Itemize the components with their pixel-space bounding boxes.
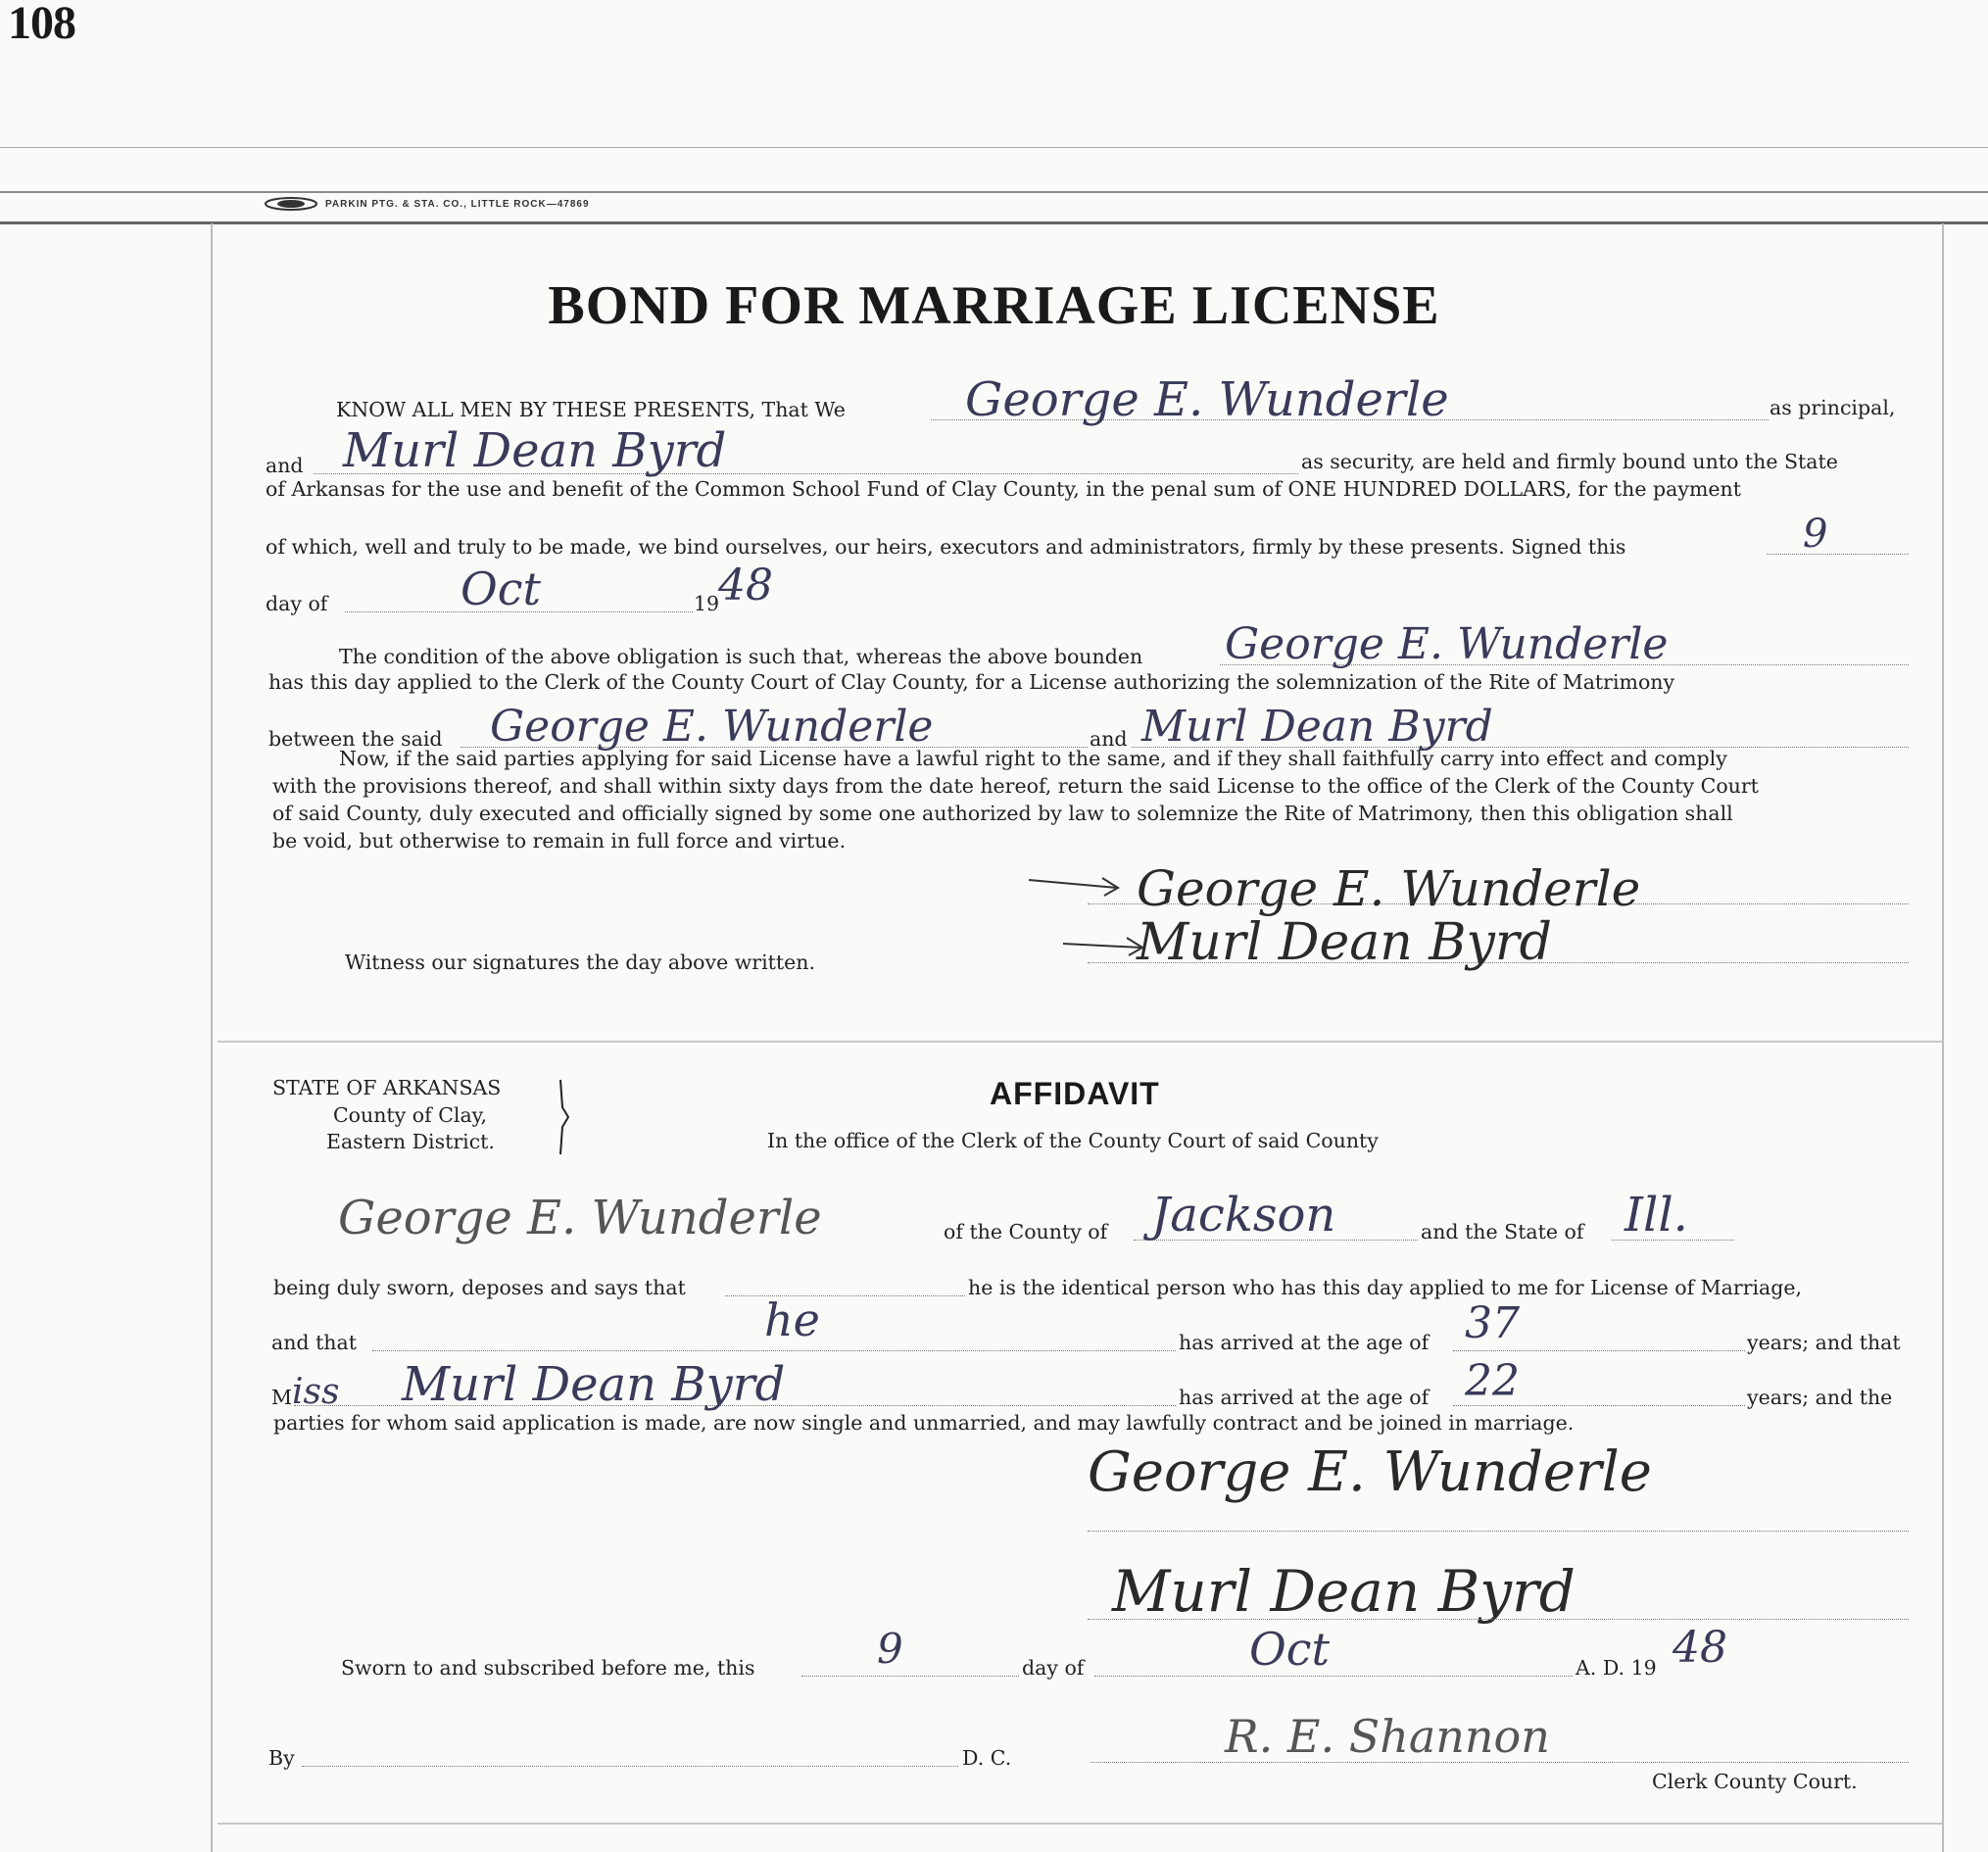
- page-number: 108: [8, 0, 75, 49]
- county-name: Jackson: [1151, 1188, 1336, 1243]
- clerk-signature: R. E. Shannon: [1225, 1710, 1550, 1763]
- affidavit-signature-1: George E. Wunderle: [1088, 1440, 1652, 1504]
- age-male-blank: [1453, 1350, 1745, 1351]
- form-header-rule: [0, 221, 1988, 224]
- signed-day-blank: [1767, 554, 1909, 555]
- sworn-text: Sworn to and subscribed before me, this: [341, 1656, 755, 1680]
- year-prefix: 19: [694, 592, 720, 615]
- state-label: and the State of: [1421, 1220, 1584, 1243]
- affidavit-signature-line-1: [1088, 1531, 1909, 1532]
- form-left-border: [211, 223, 213, 1852]
- now-text-1: Now, if the said parties applying for said License have a lawful right to the same, and if they shall faithfully carry into effect and comply: [339, 747, 1727, 770]
- state-heading: STATE OF ARKANSAS: [272, 1076, 502, 1099]
- condition-text: The condition of the above obligation is such that, whereas the above bounden: [339, 645, 1143, 668]
- principal-label: as principal,: [1770, 396, 1896, 419]
- brace-mark: [555, 1078, 574, 1156]
- between-name-2: Murl Dean Byrd: [1141, 702, 1493, 752]
- sworn-day-blank: [801, 1676, 1019, 1677]
- district-heading: Eastern District.: [326, 1130, 495, 1153]
- now-text-3: of said County, duly executed and officially signed by some one authorized by law to solemnize the Rite of Matrimony, then this obligation shall: [272, 802, 1733, 825]
- condition-text-2: has this day applied to the Clerk of the County Court of Clay County, for a License authorizing the solemnization of the Rite of Matrimony: [268, 670, 1675, 694]
- security-name: Murl Dean Byrd: [343, 423, 727, 478]
- form-right-border: [1942, 223, 1944, 1852]
- clerk-title: Clerk County Court.: [1652, 1770, 1858, 1793]
- principal-name: George E. Wunderle: [965, 372, 1449, 427]
- signed-month: Oct: [461, 562, 541, 615]
- sworn-prefix: being duly sworn, deposes and says that: [273, 1276, 686, 1299]
- form-top-rule: [0, 191, 1988, 193]
- affidavit-subtitle: In the office of the Clerk of the County Court of said County: [767, 1129, 1379, 1152]
- bond-text-line3: of Arkansas for the use and benefit of the Common School Fund of Clay County, in the penal sum of ONE HUNDRED DOLLARS, for the payment: [266, 477, 1741, 501]
- sworn-month-blank: [1094, 1676, 1573, 1677]
- between-label: between the said: [268, 727, 443, 751]
- signed-day: 9: [1803, 512, 1828, 557]
- of-county-label: of the County of: [944, 1220, 1108, 1243]
- miss-prefix: M: [271, 1386, 292, 1409]
- now-text-2: with the provisions thereof, and shall within sixty days from the date hereof, return the said License to the office of the Clerk of the County Court: [272, 774, 1759, 798]
- dc-label: D. C.: [962, 1746, 1012, 1770]
- years-and-that: years; and that: [1747, 1331, 1901, 1354]
- by-label: By: [268, 1746, 295, 1770]
- miss-handwritten: iss: [292, 1372, 340, 1412]
- sworn-year: 48: [1673, 1623, 1727, 1673]
- section-divider: [218, 1041, 1942, 1043]
- union-label-icon: [263, 196, 319, 212]
- between-name-1: George E. Wunderle: [490, 702, 934, 752]
- bond-title: BOND FOR MARRIAGE LICENSE: [548, 275, 1440, 336]
- pronoun: he: [764, 1293, 820, 1346]
- signed-year: 48: [718, 560, 773, 610]
- sworn-month: Oct: [1249, 1623, 1330, 1676]
- sworn-day-of-label: day of: [1022, 1656, 1085, 1680]
- sworn-suffix: he is the identical person who has this day applied to me for License of Marriage,: [968, 1276, 1803, 1299]
- bond-signature-2: Murl Dean Byrd: [1137, 913, 1552, 972]
- witness-text: Witness our signatures the day above written.: [345, 950, 815, 974]
- bond-signature-1: George E. Wunderle: [1137, 860, 1641, 917]
- security-and-label: and: [266, 454, 304, 477]
- pronoun-blank: [372, 1350, 1176, 1351]
- county-heading: County of Clay,: [333, 1103, 488, 1127]
- day-of-label: day of: [266, 592, 328, 615]
- bond-text-line4: of which, well and truly to be made, we bind ourselves, our heirs, executors and administrators, firmly by these presents. Signed this: [266, 535, 1626, 559]
- printer-mark: PARKIN PTG. & STA. CO., LITTLE ROCK—47869: [325, 199, 590, 210]
- bounden-name: George E. Wunderle: [1225, 619, 1669, 669]
- age-male: 37: [1465, 1298, 1520, 1348]
- top-rule: [0, 147, 1988, 148]
- ad-label: A. D. 19: [1576, 1656, 1657, 1680]
- now-text-4: be void, but otherwise to remain in full force and virtue.: [272, 829, 847, 853]
- age-label-male: has arrived at the age of: [1179, 1331, 1430, 1354]
- parties-text: parties for whom said application is made, are now single and unmarried, and may lawfully contract and be joined in marriage.: [273, 1411, 1575, 1435]
- affiant-name: George E. Wunderle: [338, 1191, 822, 1245]
- security-label: as security, are held and firmly bound unto the State: [1301, 450, 1838, 473]
- sworn-day: 9: [877, 1625, 903, 1673]
- arrow-mark-2: [1058, 926, 1146, 965]
- age-female: 22: [1465, 1356, 1520, 1406]
- and-that-label: and that: [271, 1331, 357, 1354]
- affidavit-signature-line-2: [1088, 1619, 1909, 1620]
- bottom-rule: [218, 1823, 1942, 1825]
- age-label-female: has arrived at the age of: [1179, 1386, 1430, 1409]
- years-and-the: years; and the: [1747, 1386, 1893, 1409]
- bride-name: Murl Dean Byrd: [402, 1357, 786, 1412]
- by-blank: [302, 1766, 958, 1767]
- affidavit-signature-2: Murl Dean Byrd: [1112, 1558, 1576, 1625]
- sworn-blank: [725, 1295, 965, 1296]
- arrow-mark-1: [1024, 864, 1122, 933]
- bond-intro: KNOW ALL MEN BY THESE PRESENTS, That We: [336, 398, 846, 421]
- between-and-label: and: [1090, 727, 1128, 751]
- state-name: Ill.: [1624, 1188, 1688, 1243]
- affidavit-title: AFFIDAVIT: [990, 1076, 1160, 1111]
